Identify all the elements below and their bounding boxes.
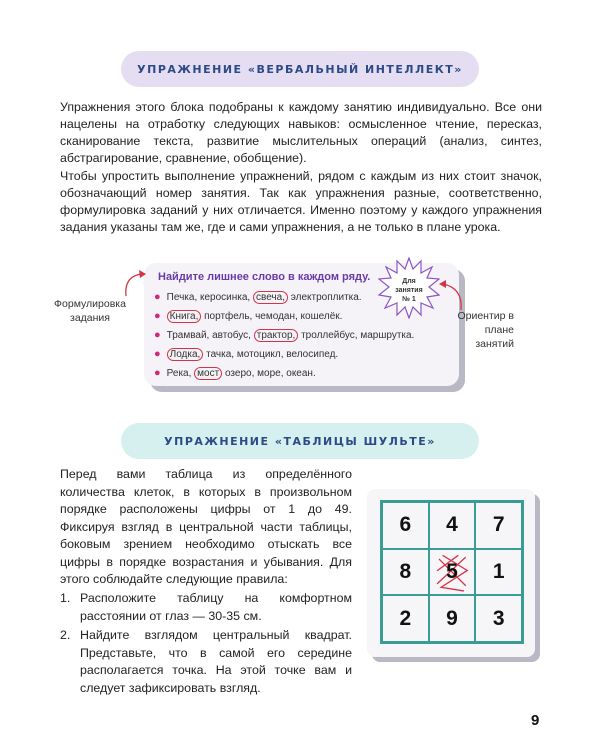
example-row-text: электроплитка.: [287, 292, 362, 303]
table-cell: 4: [429, 502, 476, 549]
stamp-line: № 1: [402, 296, 416, 303]
example-row-text: троллейбус, маршрутка.: [298, 330, 415, 341]
table-cell-value: 5: [446, 559, 458, 583]
stamp-line: Для: [402, 278, 416, 285]
circled-word: Лодка,: [167, 348, 204, 361]
section-title-verbal: УПРАЖНЕНИЕ «ВЕРБАЛЬНЫЙ ИНТЕЛЛЕКТ»: [121, 51, 479, 87]
example-task-title: Найдите лишнее слово в каждом ряду.: [158, 271, 371, 283]
example-row: [154, 291, 362, 303]
circled-word: Книга,: [167, 310, 202, 323]
bullet-icon: ●: [154, 291, 161, 303]
table-cell: 7: [475, 502, 522, 549]
rule-text: Найдите взглядом центральный квадрат. Представьте, что в самой его середине располагается точка. На этой точке вам и следует зафиксировать взгляд.: [80, 628, 352, 695]
schulte-table: [380, 500, 524, 644]
arrow-left-icon: [104, 268, 148, 298]
rule-number: 2.: [60, 628, 71, 642]
example-row-text: тачка, мотоцикл, велосипед.: [203, 349, 339, 360]
rule-item: [60, 590, 352, 625]
example-row: [154, 348, 338, 360]
table-cell: 8: [382, 549, 429, 596]
bullet-icon: ●: [154, 310, 161, 322]
example-row-text: портфель, чемодан, кошелёк.: [201, 311, 343, 322]
table-cell: 6: [382, 502, 429, 549]
example-row-text: озеро, море, океан.: [222, 368, 316, 379]
paragraph-schulte-intro: Перед вами таблица из определённого количества клеток, в которых в произвольном порядке расположены цифры от 1 до 49. Фиксируя взгляд в центральной части таблицы, боковым зрением необходимо отыскать все цифры в порядке возрастания и убывания. Для этого соблюдайте следующие правила:: [60, 467, 352, 586]
label-lesson-plan: Ориентир в плане занятий: [457, 310, 514, 350]
circled-word: трактор,: [254, 329, 299, 342]
circled-word: мост: [194, 367, 222, 380]
section-title-schulte: УПРАЖНЕНИЕ «ТАБЛИЦЫ ШУЛЬТЕ»: [121, 423, 479, 459]
table-cell: 2: [382, 595, 429, 642]
table-cell: 1: [475, 549, 522, 596]
example-row-text: Река,: [166, 368, 195, 379]
example-row: [154, 329, 414, 341]
bullet-icon: ●: [154, 329, 161, 341]
table-cell-center: [429, 549, 476, 596]
paragraph-verbal-intro: Упражнения этого блока подобраны к каждому занятию индивидуально. Все они нацелены на отработку следующих навыков: осмысленное чтение, пересказ, сканирование текста, развитие мыслительных операций (анализ, синтез, абстрагирование, сравнение, обобщение).: [60, 100, 542, 165]
rule-item: [60, 627, 352, 697]
circled-word: свеча,: [253, 291, 288, 304]
page-number: 9: [531, 712, 540, 729]
rule-text: Расположите таблицу на комфортном расстоянии от глаз — 30-35 см.: [80, 591, 352, 623]
stamp-line: занятия: [395, 287, 423, 294]
arrow-right-icon: [437, 278, 473, 312]
label-task-wording: Формулировка задания: [54, 298, 126, 324]
rule-number: 1.: [60, 591, 71, 605]
lesson-stamp: [378, 257, 440, 319]
paragraph-verbal-instructions: Чтобы упростить выполнение упражнений, рядом с каждым из них стоит значок, обозначающий номер занятия. Так как упражнения разные, соответственно, формулировка заданий у них отличается. Именно поэтому у каждого упражнения задания указаны там же, где и сами упражнения, а не только в плане урока.: [60, 169, 542, 234]
example-row: [154, 367, 316, 379]
example-row-text: Трамвай, автобус,: [166, 330, 254, 341]
bullet-icon: ●: [154, 348, 161, 360]
example-row-text: Печка, керосинка,: [166, 292, 253, 303]
example-row: [154, 310, 342, 322]
bullet-icon: ●: [154, 367, 161, 379]
stamp-label: [378, 277, 440, 304]
table-cell: 9: [429, 595, 476, 642]
table-cell: 3: [475, 595, 522, 642]
